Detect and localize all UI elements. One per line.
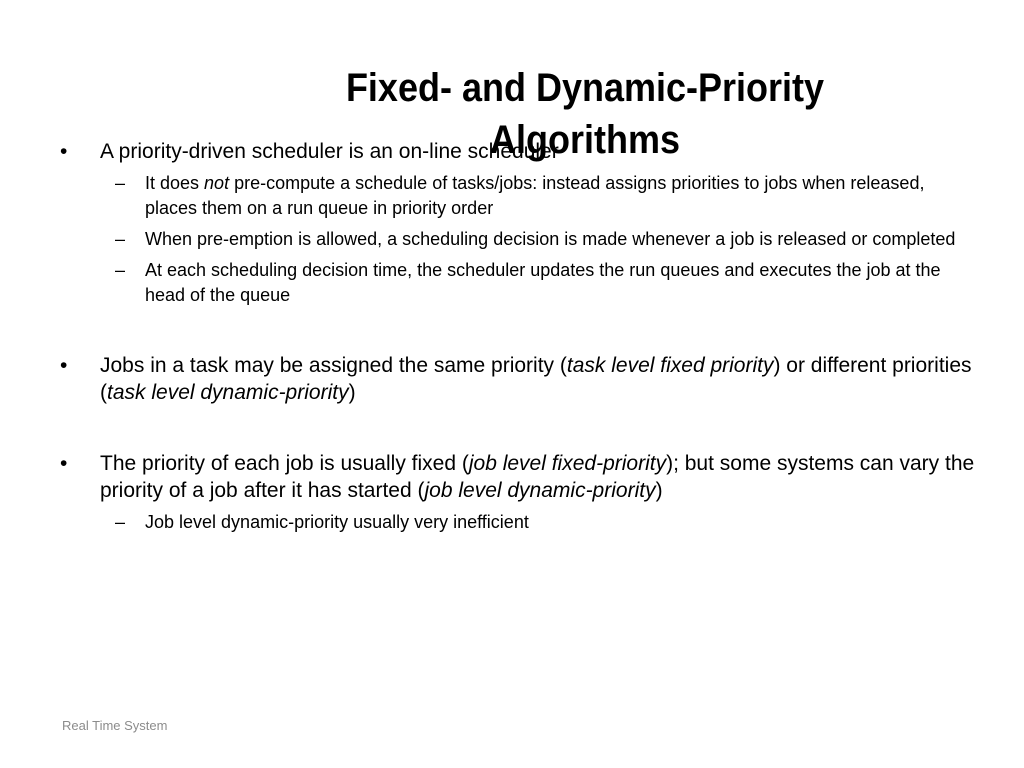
slide-footer: Real Time System (62, 718, 168, 733)
sub-bullet-item (60, 258, 980, 308)
sub-bullet-item (60, 171, 980, 221)
bullet-emphasis: job level dynamic-priority (424, 479, 656, 502)
sub-bullet-item (60, 227, 980, 252)
bullet-icon: • (60, 452, 68, 475)
dash-icon: – (115, 173, 126, 193)
sub-bullet-text: When pre-emption is allowed, a scheduling decision is made whenever a job is released or completed (145, 229, 956, 249)
sub-bullet-emphasis: not (204, 173, 230, 193)
bullet-emphasis: task level dynamic-priority (107, 381, 349, 404)
bullet-text-part: ) (348, 381, 356, 404)
bullet-text-part: ); but some systems can vary the priority of a job after it has started ( (100, 452, 975, 502)
bullet-emphasis: job level fixed-priority (468, 452, 667, 475)
sub-bullet-text: Job level dynamic-priority usually very inefficient (145, 512, 529, 532)
sub-bullet-item (60, 510, 980, 535)
sub-bullet-text-post: pre-compute a schedule of tasks/jobs: instead assigns priorities to jobs when released, places them on a run queue in priority order (145, 173, 925, 218)
bullet-text: A priority-driven scheduler is an on-line scheduler (100, 140, 559, 163)
bullet-item (60, 450, 980, 504)
bullet-icon: • (60, 354, 68, 377)
bullet-text-part: Jobs in a task may be assigned the same priority ( (100, 354, 567, 377)
dash-icon: – (115, 512, 126, 532)
bullet-item (60, 138, 980, 165)
slide-body (60, 138, 980, 535)
dash-icon: – (115, 260, 126, 280)
sub-bullet-text-pre: It does (145, 173, 205, 193)
bullet-text-part: ) or different priorities ( (100, 354, 972, 404)
bullet-icon: • (60, 140, 68, 163)
sub-bullet-text: At each scheduling decision time, the scheduler updates the run queues and executes the job at the head of the queue (145, 260, 941, 305)
bullet-text-part: ) (655, 479, 663, 502)
bullet-item (60, 352, 980, 406)
dash-icon: – (115, 229, 126, 249)
bullet-text-part: The priority of each job is usually fixed ( (100, 452, 469, 475)
bullet-emphasis: task level fixed priority (566, 354, 774, 377)
slide-title: Fixed- and Dynamic-Priority Algorithms (345, 66, 825, 162)
